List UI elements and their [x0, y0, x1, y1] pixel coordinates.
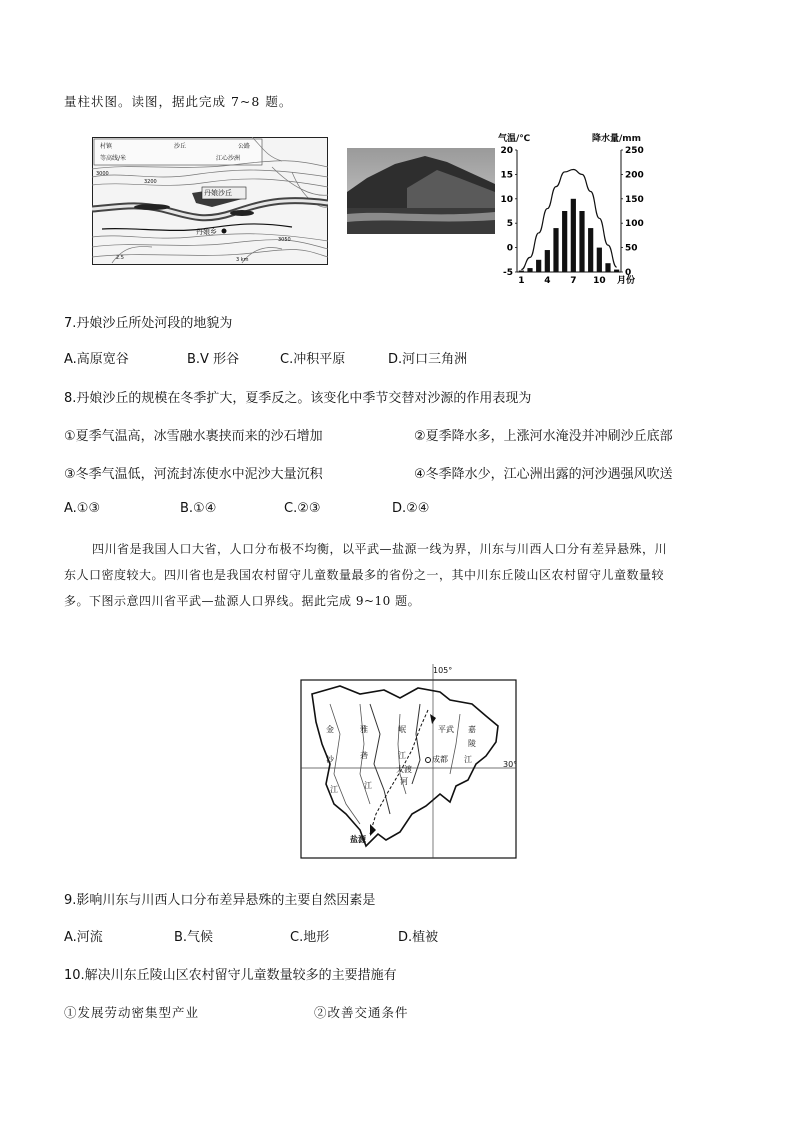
- photo-svg: [347, 148, 495, 234]
- precip-bar: [588, 228, 593, 272]
- climate-chart-svg: [497, 130, 647, 290]
- topo-map: [92, 137, 328, 265]
- map-label-pingwu: 平武: [438, 725, 454, 734]
- map-label-jiang1: 江: [330, 785, 338, 794]
- month-unit-label: 月份: [617, 276, 636, 286]
- temp-tick-label: 0: [506, 243, 513, 254]
- month-tick-label: 7: [570, 276, 577, 286]
- topo-map-svg: [92, 137, 328, 265]
- legend-dune-label: 沙丘: [174, 143, 187, 150]
- month-tick-label: 1: [518, 276, 525, 286]
- map-label-jiang3: 江: [398, 751, 406, 760]
- precip-bar: [519, 271, 524, 272]
- q8-statement-3: ③冬季气温低，河流封冻使水中泥沙大量沉积: [64, 467, 323, 482]
- map-label-jiang4: 江: [464, 755, 472, 764]
- scale-label: 3 km: [236, 257, 249, 263]
- temp-tick-label: 15: [500, 170, 513, 181]
- q8-option-c[interactable]: C.②③: [284, 501, 321, 516]
- q8-option-d[interactable]: D.②④: [392, 501, 430, 516]
- map-label-ling: 陵: [468, 739, 476, 748]
- precip-bar: [562, 211, 567, 272]
- temp-tick-label: -5: [503, 268, 513, 278]
- q8-statement-2: ②夏季降水多，上涨河水淹没并冲刷沙丘底部: [414, 429, 673, 444]
- precip-tick-label: 250: [625, 146, 644, 156]
- precip-bar: [571, 199, 576, 272]
- precip-axis-title: 降水量/mm: [592, 134, 642, 144]
- precip-bar: [579, 211, 584, 272]
- precip-bar: [527, 268, 532, 272]
- temp-tick-label: 10: [500, 194, 513, 205]
- map-label-min: 岷: [398, 725, 406, 734]
- landscape-photo: [347, 148, 495, 234]
- legend-island-label: 江心沙洲: [216, 155, 241, 162]
- q9-option-a[interactable]: A.河流: [64, 930, 103, 945]
- q10-statement-2: ②改善交通条件: [314, 1005, 409, 1020]
- passage-line-2: 东人口密度较大。四川省也是我国农村留守儿童数量最多的省份之一，其中川东丘陵山区农村留守儿童数量较: [64, 568, 665, 582]
- intro-text: 量柱状图。读图，据此完成 7~8 题。: [64, 94, 293, 109]
- q8-stem: 8.丹娘沙丘的规模在冬季扩大，夏季反之。该变化中季节交替对沙源的作用表现为: [64, 391, 532, 406]
- q9-option-b[interactable]: B.气候: [174, 930, 214, 945]
- passage-line-1: 四川省是我国人口大省，人口分布极不均衡，以平武—盐源一线为界，川东与川西人口分有差异悬殊，川: [92, 542, 668, 556]
- map-label-ya: 雅: [360, 725, 368, 734]
- legend-road-label: 公路: [238, 143, 251, 150]
- q9-stem: 9.影响川东与川西人口分布差异悬殊的主要自然因素是: [64, 893, 376, 908]
- q7-stem: 7.丹娘沙丘所处河段的地貌为: [64, 316, 233, 331]
- q7-option-a[interactable]: A.高原宽谷: [64, 352, 129, 367]
- longitude-label: 105°: [433, 666, 453, 675]
- precip-tick-label: 50: [625, 243, 638, 254]
- precip-bar: [605, 263, 610, 272]
- sichuan-map: [300, 664, 518, 860]
- legend-contour-label: 等高线/米: [100, 155, 127, 162]
- precip-tick-label: 0: [625, 268, 632, 278]
- map-label-chengdu: 成都: [432, 755, 448, 764]
- map-label-jiang2: 江: [364, 781, 372, 790]
- dunes-name-label: 丹娘沙丘: [204, 189, 232, 197]
- month-tick-label: 10: [593, 276, 606, 286]
- precip-bar: [553, 228, 558, 272]
- temp-tick-label: 5: [506, 219, 513, 230]
- contour-number: 3200: [144, 179, 157, 185]
- q10-stem: 10.解决川东丘陵山区农村留守儿童数量较多的主要措施有: [64, 968, 397, 983]
- month-tick-label: 4: [544, 276, 551, 286]
- q8-statement-4: ④冬季降水少，江心洲出露的河沙遇强风吹送: [414, 467, 673, 482]
- map-label-jin: 金: [326, 725, 334, 734]
- precip-bar: [614, 270, 619, 272]
- q7-option-b[interactable]: B.V 形谷: [187, 352, 240, 367]
- map-label-jialing: 嘉: [468, 725, 476, 734]
- q9-option-d[interactable]: D.植被: [398, 930, 439, 945]
- scale-label: 2.5: [116, 255, 124, 261]
- precip-tick-label: 200: [625, 170, 644, 181]
- map-label-yanyuan: 盐源: [350, 835, 366, 844]
- passage-line-3: 多。下图示意四川省平武—盐源人口界线。据此完成 9~10 题。: [64, 594, 421, 608]
- precip-bar: [536, 260, 541, 272]
- latitude-label: 30°: [503, 760, 518, 769]
- map-label-long: 砻: [360, 751, 368, 760]
- contour-number: 3050: [278, 237, 291, 243]
- q9-option-c[interactable]: C.地形: [290, 930, 330, 945]
- precip-bar: [597, 248, 602, 272]
- village-name-label: 丹娘乡: [196, 228, 217, 236]
- temperature-line: [521, 170, 616, 270]
- map-label-river: 河: [400, 777, 408, 786]
- q7-option-c[interactable]: C.冲积平原: [280, 352, 346, 367]
- q8-statement-1: ①夏季气温高，冰雪融水裹挟而来的沙石增加: [64, 429, 323, 444]
- legend-village-label: 村镇: [100, 143, 113, 150]
- q10-statement-1: ①发展劳动密集型产业: [64, 1005, 200, 1020]
- map-label-daduhe: 大渡: [396, 765, 412, 774]
- q7-option-d[interactable]: D.河口三角洲: [388, 352, 468, 367]
- precip-tick-label: 150: [625, 194, 644, 205]
- temp-tick-label: 20: [500, 146, 513, 156]
- precip-tick-label: 100: [625, 219, 644, 230]
- contour-number: 3000: [96, 171, 109, 177]
- climate-chart: [497, 130, 647, 290]
- map-label-sha: 沙: [326, 755, 334, 764]
- q8-option-b[interactable]: B.①④: [180, 501, 217, 516]
- q8-option-a[interactable]: A.①③: [64, 501, 101, 516]
- precip-bar: [545, 250, 550, 272]
- temp-axis-title: 气温/℃: [498, 134, 531, 144]
